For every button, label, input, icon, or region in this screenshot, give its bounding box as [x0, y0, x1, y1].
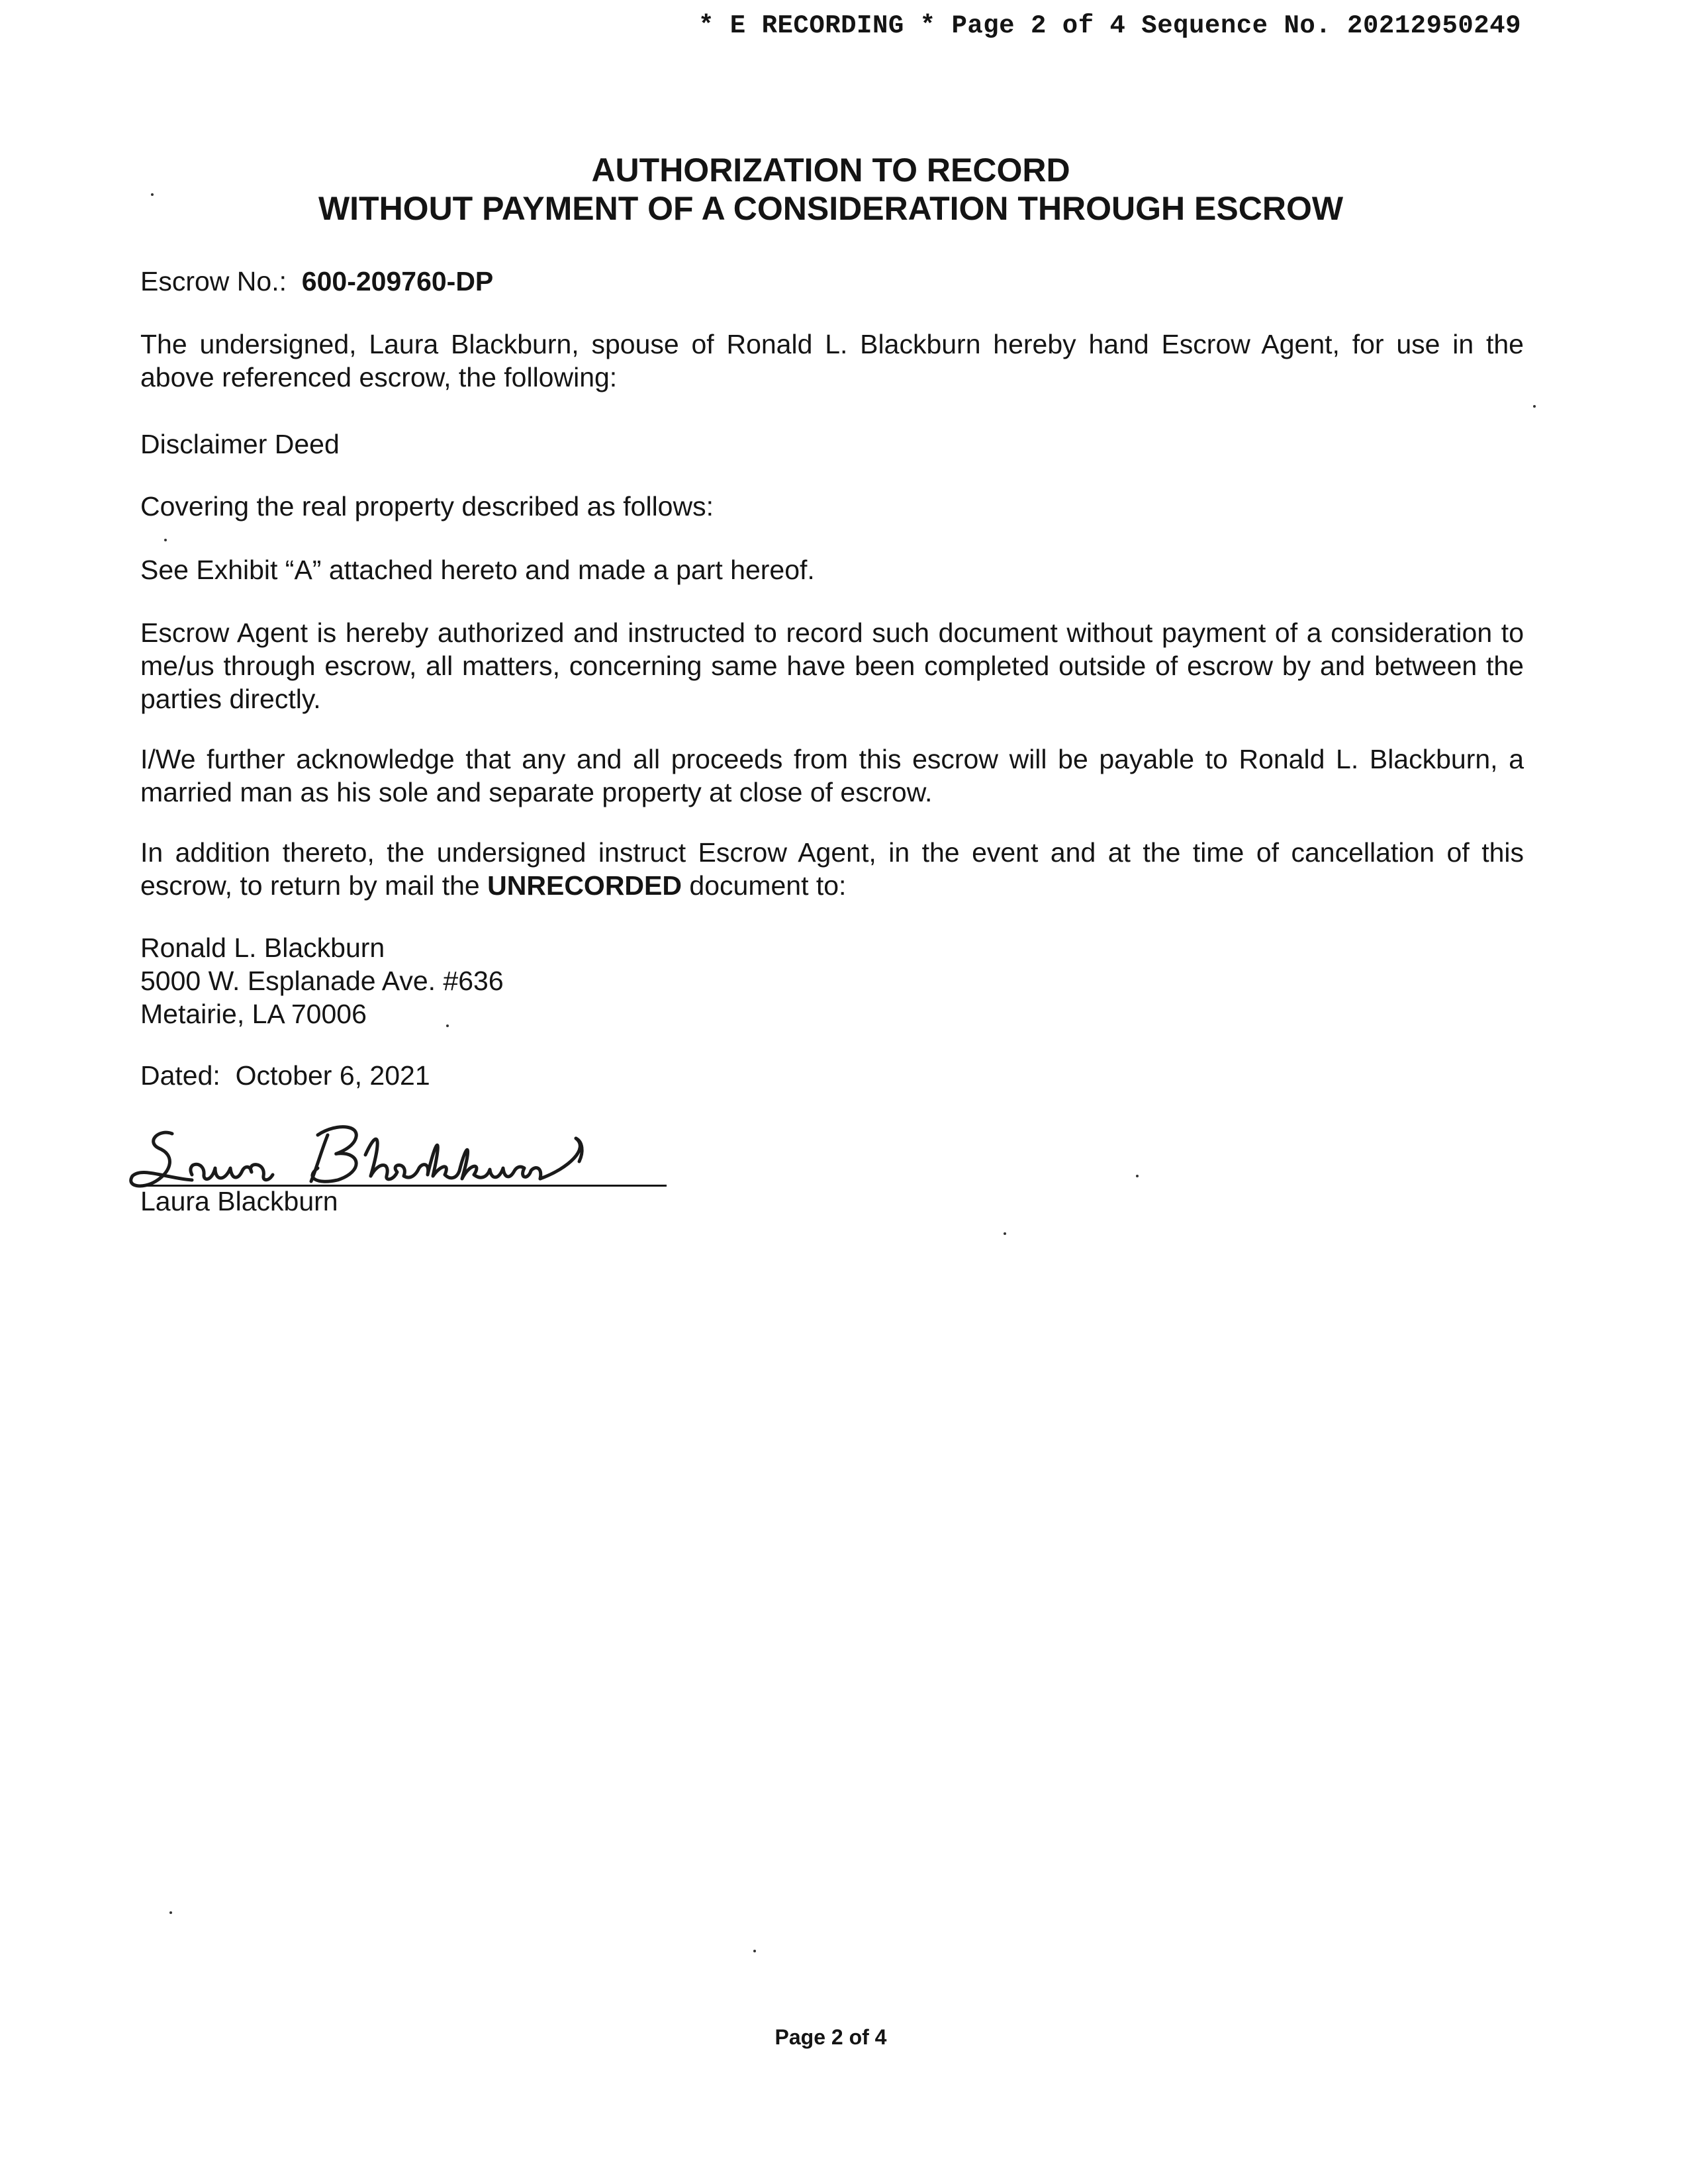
scan-speck: [753, 1950, 756, 1952]
document-type: Disclaimer Deed: [140, 429, 340, 459]
scan-speck: [164, 539, 167, 541]
document-title-line2: WITHOUT PAYMENT OF A CONSIDERATION THROUGH ESCROW: [318, 190, 1344, 227]
signer-name: Laura Blackburn: [140, 1186, 338, 1216]
return-address: [140, 931, 1524, 1030]
document-title-line1: AUTHORIZATION TO RECORD: [591, 152, 1070, 189]
exhibit-reference: See Exhibit “A” attached hereto and made a part hereof.: [140, 555, 815, 585]
cancellation-text-start: In addition thereto, the undersigned instruct Escrow Agent, in the event and at the time of cancellation of this escrow, to return by mail the: [140, 837, 1524, 901]
return-address-city: Metairie, LA 70006: [140, 999, 367, 1029]
dated-label: Dated:: [140, 1060, 220, 1091]
scan-speck: [446, 1024, 449, 1027]
escrow-number-line: [140, 265, 1524, 298]
dated-line: [140, 1059, 1524, 1092]
scan-speck: [1004, 1232, 1006, 1235]
handwritten-signature: [119, 1115, 675, 1195]
dated-value: October 6, 2021: [235, 1060, 430, 1091]
unrecorded-emphasis: UNRECORDED: [487, 870, 682, 901]
scan-speck: [1136, 1175, 1139, 1177]
cancellation-text-end: document to:: [689, 870, 847, 901]
signature-graphic: [119, 1115, 675, 1195]
escrow-label: Escrow No.:: [140, 266, 287, 296]
recording-stamp: * E RECORDING * Page 2 of 4 Sequence No. 20212950249: [698, 11, 1521, 40]
proceeds-paragraph: I/We further acknowledge that any and all proceeds from this escrow will be payable to Ronald L. Blackburn, a married man as his sole and separate property at close of escrow.: [140, 744, 1524, 807]
scan-speck: [151, 193, 154, 196]
authorization-paragraph: Escrow Agent is hereby authorized and instructed to record such document without payment of a consideration to me/us through escrow, all matters, concerning same have been completed outside of escrow by and between the parties directly.: [140, 617, 1524, 714]
scan-speck: [169, 1911, 172, 1914]
cancellation-paragraph: [140, 836, 1524, 902]
property-intro: Covering the real property described as follows:: [140, 491, 714, 522]
scan-speck: [1533, 405, 1536, 408]
intro-paragraph: The undersigned, Laura Blackburn, spouse of Ronald L. Blackburn hereby hand Escrow Agent, for use in the above referenced escrow, the following:: [140, 329, 1524, 392]
page-footer: Page 2 of 4: [774, 2025, 887, 2049]
return-address-street: 5000 W. Esplanade Ave. #636: [140, 966, 504, 996]
escrow-number: 600-209760-DP: [301, 266, 494, 296]
return-address-name: Ronald L. Blackburn: [140, 933, 385, 963]
